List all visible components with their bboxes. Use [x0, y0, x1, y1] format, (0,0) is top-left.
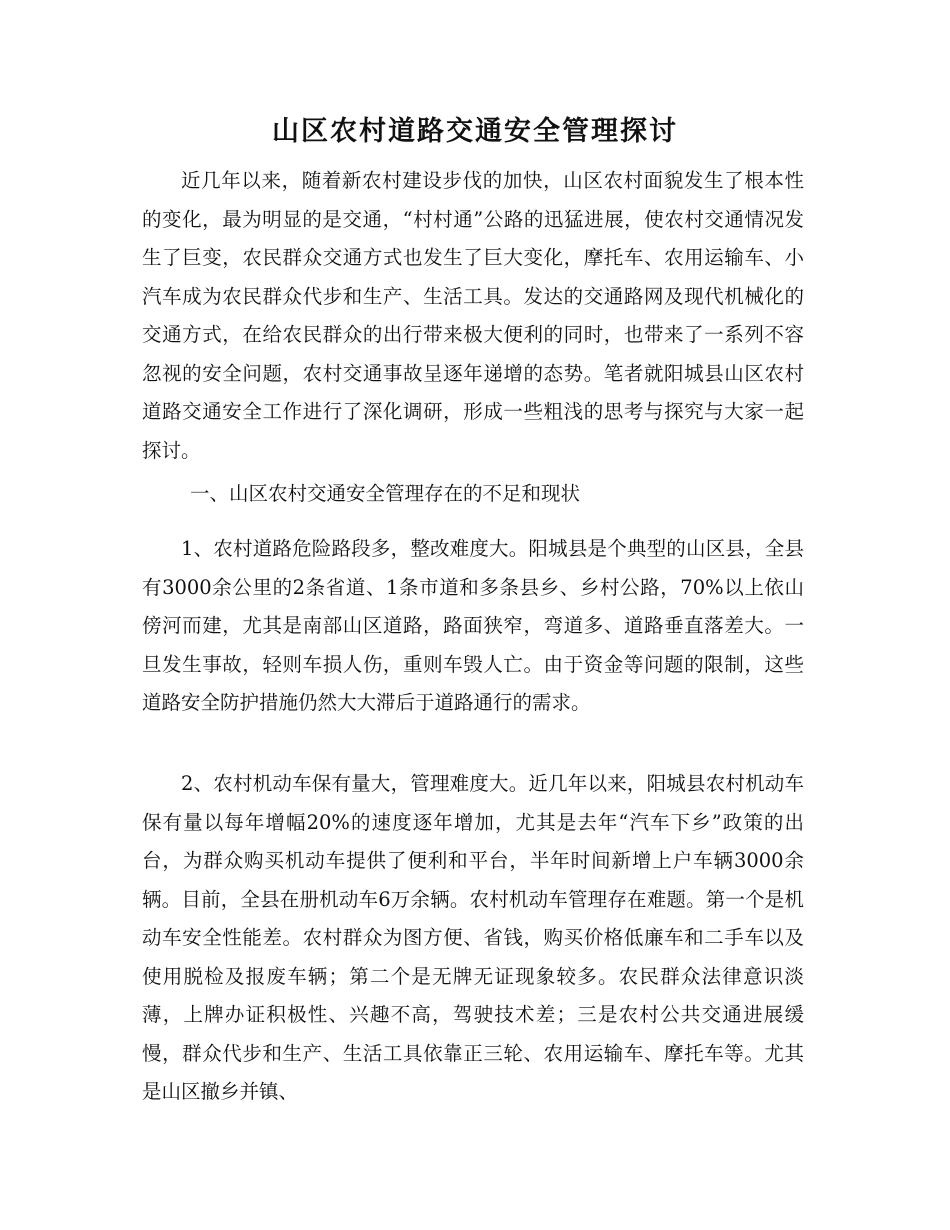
intro-paragraph: 近几年以来，随着新农村建设步伐的加快，山区农村面貌发生了根本性的变化，最为明显的是交通，“村村通”公路的迅猛进展，使农村交通情况发生了巨变，农民群众交通方式也发生了巨大变化，摩托车、农用运输车、小汽车成为农民群众代步和生产、生活工具。发达的交通路网及现代机械化的交通方式，在给农民群众的出行带来极大便利的同时，也带来了一系列不容忽视的安全问题，农村交通事故呈逐年递增的态势。笔者就阳城县山区农村道路交通安全工作进行了深化调研，形成一些粗浅的思考与探究与大家一起探讨。	[142, 169, 804, 462]
paragraph-item-2: 2、农村机动车保有量大，管理难度大。近几年以来，阳城县农村机动车保有量以每年增幅20%的速度逐年增加，尤其是去年“汽车下乡”政策的出台，为群众购买机动车提供了便利和平台，半年时间新增上户车辆3000余辆。目前，全县在册机动车6万余辆。农村机动车管理存在难题。第一个是机动车安全性能差。农村群众为图方便、省钱，购买价格低廉车和二手车以及使用脱检及报废车辆；第二个是无牌无证现象较多。农民群众法律意识淡薄，上牌办证积极性、兴趣不高，驾驶技术差；三是农村公共交通进展缓慢，群众代步和生产、生活工具依靠正三轮、农用运输车、摩托车等。尤其是山区撤乡并镇、	[142, 772, 804, 1103]
paragraph-item-1: 1、农村道路危险路段多，整改难度大。阳城县是个典型的山区县，全县有3000余公里的2条省道、1条市道和多条县乡、乡村公路，70%以上依山傍河而建，尤其是南部山区道路，路面狭窄，弯道多、道路垂直落差大。一旦发生事故，轻则车损人伤，重则车毁人亡。由于资金等问题的限制，这些道路安全防护措施仍然大大滞后于道路通行的需求。	[142, 537, 804, 714]
document-title: 山区农村道路交通安全管理探讨	[272, 116, 678, 147]
section-heading: 一、山区农村交通安全管理存在的不足和现状	[190, 482, 581, 505]
